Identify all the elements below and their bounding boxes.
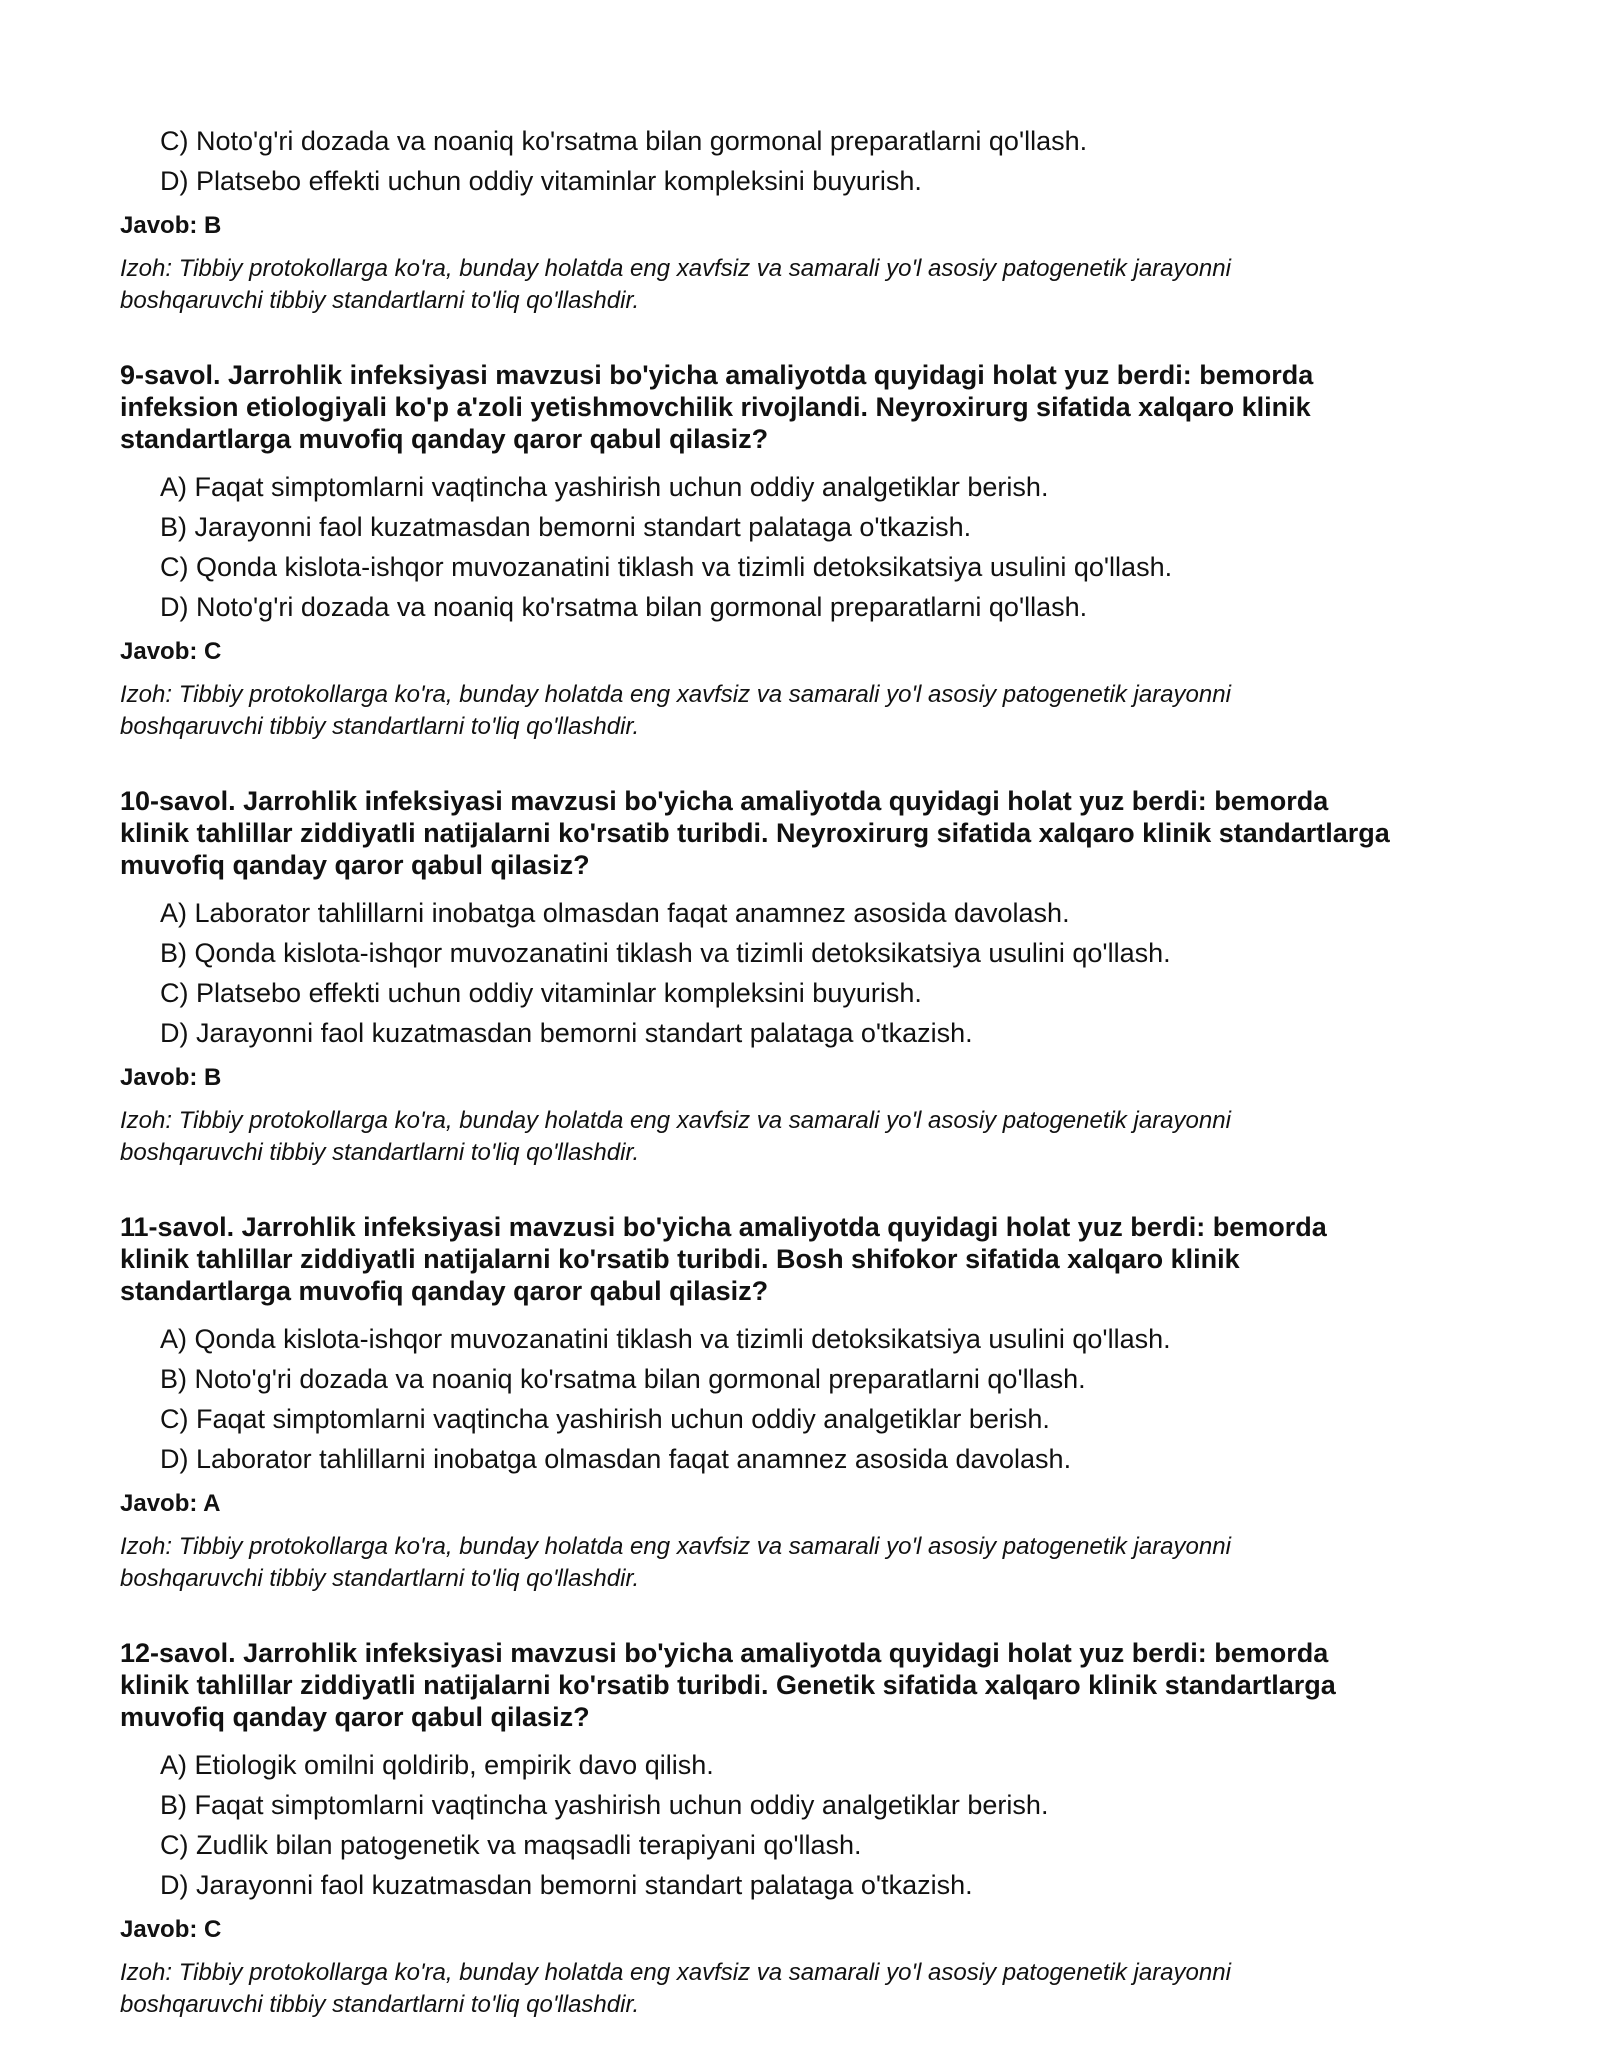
option-d: D) Noto'g'ri dozada va noaniq ko'rsatma bilan gormonal preparatlarni qo'llash.: [160, 592, 1088, 622]
explanation-note: [120, 1957, 1500, 2021]
option-c: C) Platsebo effekti uchun oddiy vitaminlar kompleksini buyurish.: [160, 978, 922, 1008]
option-c: C) Faqat simptomlarni vaqtincha yashirish uchun oddiy analgetiklar berish.: [160, 1404, 1050, 1434]
answer-label: Javob: B: [120, 212, 222, 239]
title-line: klinik tahlillar ziddiyatli natijalarni ko'rsatib turibdi. Bosh shifokor sifatida xalqaro klinik: [120, 1244, 1240, 1274]
option-a: A) Laborator tahlillarni inobatga olmasdan faqat anamnez asosida davolash.: [160, 898, 1070, 928]
question-9: [120, 359, 1500, 743]
note-line: Izoh: Tibbiy protokollarga ko'ra, bunday holatda eng xavfsiz va samarali yo'l asosiy patogenetik jarayonni: [120, 681, 1231, 708]
question-title: [120, 785, 1500, 881]
explanation-note: [120, 679, 1500, 743]
note-line: boshqaruvchi tibbiy standartlarni to'liq qo'llashdir.: [120, 1991, 640, 2018]
title-line: klinik tahlillar ziddiyatli natijalarni ko'rsatib turibdi. Neyroxirurg sifatida xalqaro klinik standartlarga: [120, 818, 1390, 848]
question-12: [120, 1637, 1500, 2021]
note-line: Izoh: Tibbiy protokollarga ko'ra, bunday holatda eng xavfsiz va samarali yo'l asosiy patogenetik jarayonni: [120, 1533, 1231, 1560]
title-line: klinik tahlillar ziddiyatli natijalarni ko'rsatib turibdi. Genetik sifatida xalqaro klinik standartlarga: [120, 1670, 1336, 1700]
note-line: boshqaruvchi tibbiy standartlarni to'liq qo'llashdir.: [120, 1565, 640, 1592]
question-title: [120, 1211, 1500, 1307]
option-d: D) Platsebo effekti uchun oddiy vitaminlar kompleksini buyurish.: [160, 166, 922, 196]
note-line: boshqaruvchi tibbiy standartlarni to'liq qo'llashdir.: [120, 1139, 640, 1166]
option-a: A) Faqat simptomlarni vaqtincha yashirish uchun oddiy analgetiklar berish.: [160, 472, 1049, 502]
answer-label: Javob: C: [120, 1916, 222, 1943]
note-line: boshqaruvchi tibbiy standartlarni to'liq qo'llashdir.: [120, 713, 640, 740]
title-line: muvofiq qanday qaror qabul qilasiz?: [120, 850, 590, 880]
option-b: B) Qonda kislota-ishqor muvozanatini tiklash va tizimli detoksikatsiya usulini qo'llash.: [160, 938, 1171, 968]
question-10: [120, 785, 1500, 1169]
continued-question: [120, 121, 1500, 317]
title-line: 12-savol. Jarrohlik infeksiyasi mavzusi bo'yicha amaliyotda quyidagi holat yuz berdi: bemorda: [120, 1638, 1329, 1668]
title-line: 11-savol. Jarrohlik infeksiyasi mavzusi bo'yicha amaliyotda quyidagi holat yuz berdi: bemorda: [120, 1212, 1327, 1242]
option-b: B) Faqat simptomlarni vaqtincha yashirish uchun oddiy analgetiklar berish.: [160, 1790, 1049, 1820]
explanation-note: [120, 1105, 1500, 1169]
answer-label: Javob: C: [120, 638, 222, 665]
option-a: A) Etiologik omilni qoldirib, empirik davo qilish.: [160, 1750, 714, 1780]
question-11: [120, 1211, 1500, 1595]
answer-label: Javob: A: [120, 1490, 221, 1517]
title-line: 10-savol. Jarrohlik infeksiyasi mavzusi bo'yicha amaliyotda quyidagi holat yuz berdi: bemorda: [120, 786, 1329, 816]
answer-label: Javob: B: [120, 1064, 222, 1091]
explanation-note: [120, 253, 1500, 317]
title-line: standartlarga muvofiq qanday qaror qabul qilasiz?: [120, 1276, 769, 1306]
title-line: standartlarga muvofiq qanday qaror qabul qilasiz?: [120, 424, 769, 454]
option-a: A) Qonda kislota-ishqor muvozanatini tiklash va tizimli detoksikatsiya usulini qo'llash.: [160, 1324, 1171, 1354]
option-d: D) Jarayonni faol kuzatmasdan bemorni standart palataga o'tkazish.: [160, 1870, 973, 1900]
note-line: Izoh: Tibbiy protokollarga ko'ra, bunday holatda eng xavfsiz va samarali yo'l asosiy patogenetik jarayonni: [120, 1107, 1231, 1134]
option-b: B) Noto'g'ri dozada va noaniq ko'rsatma bilan gormonal preparatlarni qo'llash.: [160, 1364, 1086, 1394]
title-line: muvofiq qanday qaror qabul qilasiz?: [120, 1702, 590, 1732]
option-d: D) Laborator tahlillarni inobatga olmasdan faqat anamnez asosida davolash.: [160, 1444, 1072, 1474]
explanation-note: [120, 1531, 1500, 1595]
note-line: Izoh: Tibbiy protokollarga ko'ra, bunday holatda eng xavfsiz va samarali yo'l asosiy patogenetik jarayonni: [120, 1959, 1231, 1986]
option-c: C) Qonda kislota-ishqor muvozanatini tiklash va tizimli detoksikatsiya usulini qo'llash.: [160, 552, 1173, 582]
title-line: infeksion etiologiyali ko'p a'zoli yetishmovchilik rivojlandi. Neyroxirurg sifatida xalqaro klinik: [120, 392, 1311, 422]
note-line: Izoh: Tibbiy protokollarga ko'ra, bunday holatda eng xavfsiz va samarali yo'l asosiy patogenetik jarayonni: [120, 255, 1231, 282]
question-title: [120, 1637, 1500, 1733]
option-c: C) Noto'g'ri dozada va noaniq ko'rsatma bilan gormonal preparatlarni qo'llash.: [160, 126, 1088, 156]
option-d: D) Jarayonni faol kuzatmasdan bemorni standart palataga o'tkazish.: [160, 1018, 973, 1048]
option-b: B) Jarayonni faol kuzatmasdan bemorni standart palataga o'tkazish.: [160, 512, 972, 542]
option-c: C) Zudlik bilan patogenetik va maqsadli terapiyani qo'llash.: [160, 1830, 862, 1860]
note-line: boshqaruvchi tibbiy standartlarni to'liq qo'llashdir.: [120, 287, 640, 314]
title-line: 9-savol. Jarrohlik infeksiyasi mavzusi bo'yicha amaliyotda quyidagi holat yuz berdi: bemorda: [120, 360, 1314, 390]
question-title: [120, 359, 1500, 455]
